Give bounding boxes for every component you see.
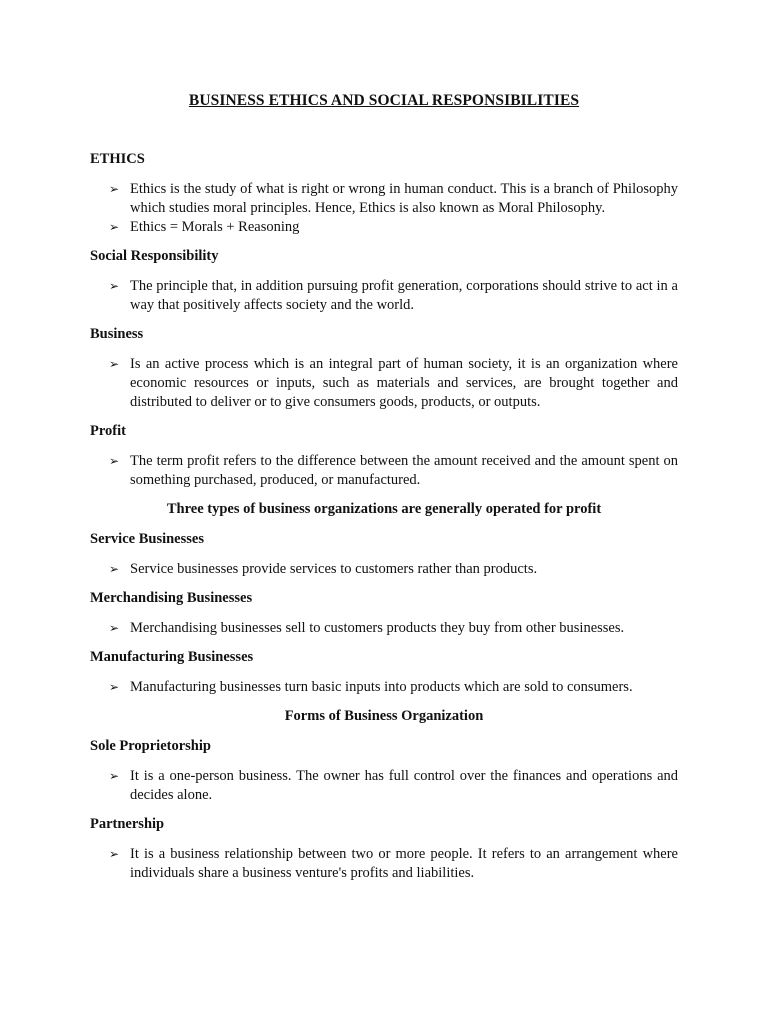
section-heading-business: Business: [90, 326, 144, 342]
list-item: [90, 845, 678, 883]
arrowhead-bullet-icon: ➢: [109, 182, 120, 196]
list-item: [90, 355, 678, 412]
list-item-text: Ethics is the study of what is right or wrong in human conduct. This is a branch of Philosophy which studies moral principles. Hence, Ethics is also known as Moral Philosophy.: [130, 181, 678, 216]
profit-list: [90, 452, 678, 490]
list-item: [90, 452, 678, 490]
list-item-text: It is a business relationship between two or more people. It refers to an arrangement where individuals share a business venture's profits and liabilities.: [130, 846, 678, 881]
list-item-text: The term profit refers to the difference between the amount received and the amount spent on something purchased, produced, or manufactured.: [130, 453, 678, 488]
forms-subheading: Forms of Business Organization: [284, 708, 484, 724]
list-item: [90, 277, 678, 315]
types-subheading: Three types of business organizations are generally operated for profit: [166, 501, 602, 517]
list-item: [90, 180, 678, 218]
arrowhead-bullet-icon: ➢: [109, 279, 120, 293]
arrowhead-bullet-icon: ➢: [109, 621, 120, 635]
section-heading-partnership: Partnership: [90, 816, 165, 832]
arrowhead-bullet-icon: ➢: [109, 220, 120, 234]
list-item: [90, 678, 678, 697]
document-title: BUSINESS ETHICS AND SOCIAL RESPONSIBILITIES: [188, 92, 580, 109]
list-item: [90, 619, 678, 638]
list-item-text: Manufacturing businesses turn basic inputs into products which are sold to consumers.: [130, 679, 633, 695]
partnership-list: [90, 845, 678, 883]
section-heading-manufacturing: Manufacturing Businesses: [90, 649, 254, 665]
section-heading-service: Service Businesses: [90, 531, 204, 547]
list-item: [90, 767, 678, 805]
section-heading-sole-proprietorship: Sole Proprietorship: [90, 738, 211, 754]
list-item-text: Merchandising businesses sell to customers products they buy from other businesses.: [130, 620, 625, 636]
social-responsibility-list: [90, 277, 678, 315]
section-heading-profit: Profit: [90, 423, 126, 439]
list-item: [90, 560, 678, 579]
business-list: [90, 355, 678, 412]
arrowhead-bullet-icon: ➢: [109, 847, 120, 861]
list-item-text: Ethics = Morals + Reasoning: [130, 219, 300, 235]
manufacturing-list: [90, 678, 678, 697]
arrowhead-bullet-icon: ➢: [109, 562, 120, 576]
ethics-list: [90, 180, 678, 237]
arrowhead-bullet-icon: ➢: [109, 769, 120, 783]
list-item-text: Service businesses provide services to customers rather than products.: [130, 561, 538, 577]
arrowhead-bullet-icon: ➢: [109, 454, 120, 468]
list-item-text: The principle that, in addition pursuing profit generation, corporations should strive to act in a way that positively affects society and the world.: [130, 278, 678, 313]
section-heading-merchandising: Merchandising Businesses: [90, 590, 253, 606]
merchandising-list: [90, 619, 678, 638]
list-item-text: It is a one-person business. The owner has full control over the finances and operations and decides alone.: [130, 768, 678, 803]
list-item-text: Is an active process which is an integral part of human society, it is an organization where economic resources or inputs, such as materials and services, are brought together and distributed to deliver or to give consumers goods, products, or outputs.: [130, 356, 678, 410]
arrowhead-bullet-icon: ➢: [109, 680, 120, 694]
section-heading-social-responsibility: Social Responsibility: [90, 248, 219, 264]
sole-proprietorship-list: [90, 767, 678, 805]
list-item: [90, 218, 678, 237]
section-heading-ethics: ETHICS: [90, 151, 145, 167]
service-list: [90, 560, 678, 579]
arrowhead-bullet-icon: ➢: [109, 357, 120, 371]
